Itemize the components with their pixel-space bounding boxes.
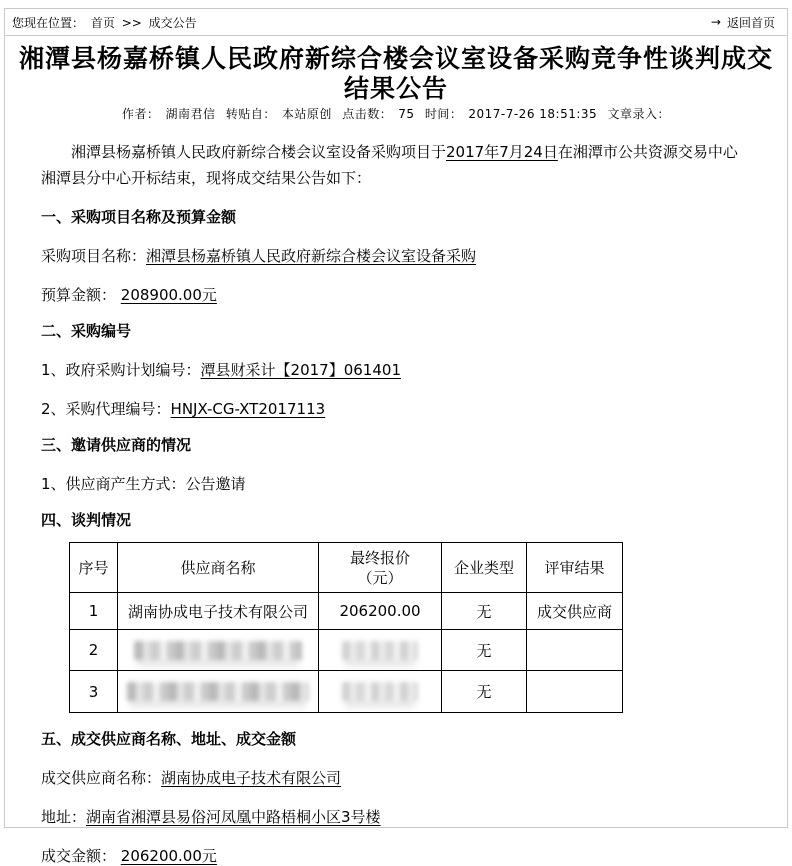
hits-label: 点击数： (342, 107, 393, 121)
header-cell-supplier: 供应商名称 (118, 543, 319, 593)
breadcrumb-label: 您现在位置： (12, 15, 85, 30)
budget-label: 预算金额： (41, 286, 121, 304)
section5-heading: 五、成交供应商名称、地址、成交金额 (41, 730, 297, 748)
article-body (5, 139, 787, 866)
breadcrumb-separator: >> (121, 15, 142, 30)
breadcrumb-home-link[interactable]: 首页 (90, 15, 115, 30)
amount-line (41, 847, 751, 866)
arrow-right-icon: → (710, 15, 721, 29)
cell-price-redacted (319, 630, 442, 671)
negotiation-table (69, 542, 623, 713)
redacted-price-blur (342, 641, 418, 660)
cell-supplier-redacted (118, 630, 319, 671)
breadcrumb-path (12, 14, 200, 31)
page-title: 湘潭县杨嘉桥镇人民政府新综合楼会议室设备采购竞争性谈判成交结果公告 (18, 44, 773, 103)
cell-no: 2 (70, 630, 118, 671)
amount-value: 206200.00元 (120, 847, 217, 865)
agency-no-value: HNJX-CG-XT2017113 (170, 400, 326, 418)
cell-type: 无 (442, 593, 527, 630)
supplier-method-line (41, 475, 751, 494)
intro-paragraph (41, 139, 751, 191)
plan-no-value: 潭县财采计【2017】061401 (200, 361, 401, 379)
time-value: 2017-7-26 18:51:35 (468, 107, 598, 121)
winner-label: 成交供应商名称： (41, 769, 162, 787)
budget-line (41, 286, 751, 305)
cell-no: 1 (70, 593, 118, 630)
source-label: 转贴自： (225, 107, 276, 121)
supplier-method-value: 公告邀请 (185, 475, 246, 493)
cell-result (527, 630, 623, 671)
redacted-price-blur (342, 682, 418, 701)
supplier-method-label: 1、供应商产生方式： (41, 475, 186, 493)
header-cell-result: 评审结果 (527, 543, 623, 593)
breadcrumb-current-link[interactable]: 成交公告 (148, 15, 197, 30)
cell-type: 无 (442, 630, 527, 671)
header-price-line2: （元） (357, 568, 403, 587)
table-row (70, 593, 623, 630)
budget-value: 208900.00元 (120, 286, 217, 304)
cell-price: 206200.00 (319, 593, 442, 630)
author-value: 湖南君信 (165, 107, 216, 121)
header-cell-type: 企业类型 (442, 543, 527, 593)
project-name-value: 湘潭县杨嘉桥镇人民政府新综合楼会议室设备采购 (146, 247, 477, 265)
address-line (41, 808, 751, 827)
winner-line (41, 769, 751, 788)
section2-heading: 二、采购编号 (41, 322, 132, 340)
agency-no-label: 2、采购代理编号： (41, 400, 171, 418)
entry-label: 文章录入： (607, 107, 670, 121)
time-label: 时间： (424, 107, 463, 121)
intro-before: 湘潭县杨嘉桥镇人民政府新综合楼会议室设备采购项目于 (71, 143, 447, 161)
intro-date: 2017年7月24日 (446, 143, 558, 161)
author-label: 作者： (121, 107, 160, 121)
cell-price-redacted (319, 671, 442, 713)
plan-no-label: 1、政府采购计划编号： (41, 361, 201, 379)
address-value: 湖南省湘潭县易俗河凤凰中路梧桐小区3号楼 (86, 808, 381, 826)
section3-heading: 三、邀请供应商的情况 (41, 436, 192, 454)
cell-result (527, 671, 623, 713)
table-row (70, 630, 623, 671)
hits-value: 75 (398, 107, 415, 121)
header-cell-no: 序号 (70, 543, 118, 593)
plan-no-line (41, 361, 751, 380)
cell-supplier-redacted (118, 671, 319, 713)
winner-value: 湖南协成电子技术有限公司 (161, 769, 342, 787)
source-value: 本站原创 (281, 107, 332, 121)
page-frame (4, 8, 788, 865)
address-label: 地址： (41, 808, 87, 826)
section4-heading: 四、谈判情况 (41, 511, 132, 529)
cell-no: 3 (70, 671, 118, 713)
redacted-supplier-blur (134, 641, 302, 660)
breadcrumb (5, 9, 787, 36)
header-price-line1: 最终报价 (349, 548, 410, 567)
table-header-row (70, 543, 623, 593)
back-home[interactable] (711, 14, 775, 31)
project-name-line (41, 247, 751, 266)
section1-heading: 一、采购项目名称及预算金额 (41, 208, 237, 226)
intro-after: 在湘潭市公共资源交易中心湘潭县分中心开标结束，现将成交结果公告如下： (41, 143, 738, 187)
cell-type: 无 (442, 671, 527, 713)
cell-result: 成交供应商 (527, 593, 623, 630)
amount-label: 成交金额： (41, 847, 121, 865)
header-cell-price (319, 543, 442, 593)
back-home-link[interactable]: 返回首页 (726, 15, 775, 30)
cell-supplier: 湖南协成电子技术有限公司 (118, 593, 319, 630)
table-row (70, 671, 623, 713)
project-name-label: 采购项目名称： (41, 247, 147, 265)
redacted-supplier-blur (127, 682, 309, 701)
agency-no-line (41, 400, 751, 419)
article-meta (5, 105, 787, 122)
